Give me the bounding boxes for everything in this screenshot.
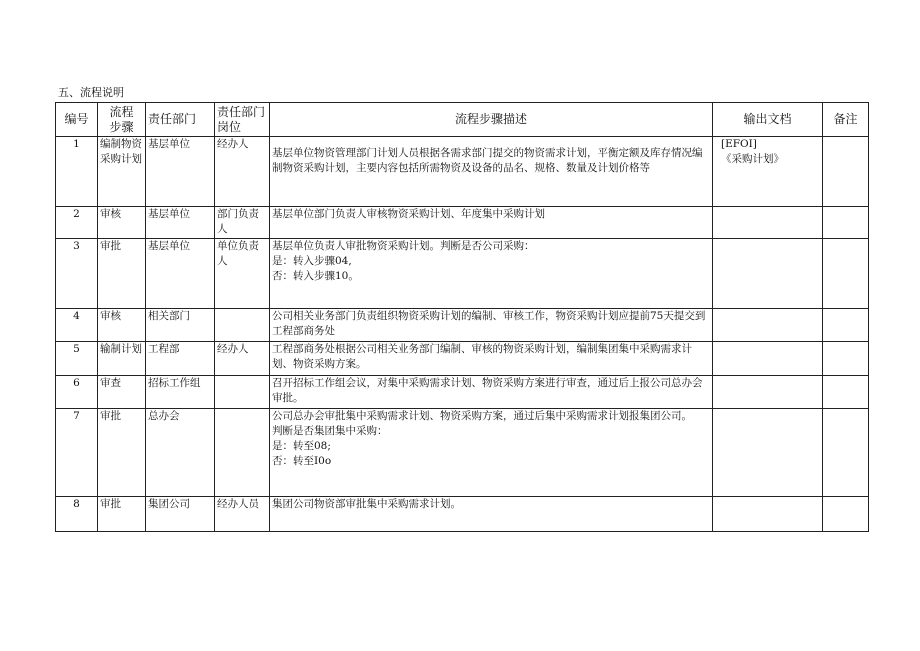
row-post: 经办人 xyxy=(215,342,270,376)
row-output xyxy=(713,239,823,309)
row-desc: 召开招标工作组会议，对集中采购需求计划、物资采购方案进行审查，通过后上报公司总办会审批。 xyxy=(270,376,713,409)
row-desc: 基层单位部门负责人审核物资采购计划、年度集中采购计划 xyxy=(270,207,713,239)
row-desc: 基层单位负责人审批物资采购计划。判断是否公司采购： 是：转入步骤04, 否：转入步骤10。 xyxy=(270,239,713,309)
row-desc: 公司总办会审批集中采购需求计划、物资采购方案，通过后集中采购需求计划报集团公司。 判断是否集团集中采购： 是：转至08; 否：转至I0o xyxy=(270,409,713,497)
row-no: 1 xyxy=(56,137,98,207)
row-desc: 基层单位物资管理部门计划人员根据各需求部门提交的物资需求计划，平衡定额及库存情况编制物资采购计划，主要内容包括所需物资及设备的品名、规格、数量及计划价格等 xyxy=(270,137,713,207)
row-no: 3 xyxy=(56,239,98,309)
row-desc: 集团公司物资部审批集中采购需求计划。 xyxy=(270,497,713,532)
row-dept: 集团公司 xyxy=(146,497,215,532)
header-step: 流程 步骤 xyxy=(98,103,146,137)
row-no: 6 xyxy=(56,376,98,409)
row-post xyxy=(215,309,270,342)
row-post: 单位负责人 xyxy=(215,239,270,309)
row-output xyxy=(713,309,823,342)
row-desc: 工程部商务处根据公司相关业务部门编制、审核的物资采购计划，编制集团集中采购需求计划、物资采购方案。 xyxy=(270,342,713,376)
row-output xyxy=(713,376,823,409)
row-remark xyxy=(823,376,869,409)
row-post xyxy=(215,409,270,497)
process-table xyxy=(55,102,869,532)
row-step: 审批 xyxy=(98,497,146,532)
table-row xyxy=(56,239,869,309)
row-remark xyxy=(823,497,869,532)
header-remark: 备注 xyxy=(823,103,869,137)
row-step: 输制计划 xyxy=(98,342,146,376)
row-dept: 相关部门 xyxy=(146,309,215,342)
header-no: 编号 xyxy=(56,103,98,137)
row-dept: 总办会 xyxy=(146,409,215,497)
row-step: 审核 xyxy=(98,207,146,239)
row-output xyxy=(713,409,823,497)
row-no: 8 xyxy=(56,497,98,532)
row-post xyxy=(215,376,270,409)
row-output: [EFOI] 《采购计划》 xyxy=(713,137,823,207)
row-no: 2 xyxy=(56,207,98,239)
row-dept: 工程部 xyxy=(146,342,215,376)
row-remark xyxy=(823,342,869,376)
row-dept: 招标工作组 xyxy=(146,376,215,409)
row-step: 审查 xyxy=(98,376,146,409)
row-remark xyxy=(823,309,869,342)
row-step: 审核 xyxy=(98,309,146,342)
row-step: 审批 xyxy=(98,239,146,309)
row-no: 4 xyxy=(56,309,98,342)
section-title: 五、流程说明 xyxy=(58,86,124,99)
table-row xyxy=(56,309,869,342)
row-output xyxy=(713,497,823,532)
row-dept: 基层单位 xyxy=(146,239,215,309)
row-dept: 基层单位 xyxy=(146,207,215,239)
row-no: 5 xyxy=(56,342,98,376)
table-row xyxy=(56,207,869,239)
row-step: 编制物资采购计划 xyxy=(98,137,146,207)
row-remark xyxy=(823,239,869,309)
header-desc: 流程步骤描述 xyxy=(270,103,713,137)
row-desc: 公司相关业务部门负责组织物资采购计划的编制、审核工作，物资采购计划应提前75天提交到工程部商务处 xyxy=(270,309,713,342)
row-dept: 基层单位 xyxy=(146,137,215,207)
row-no: 7 xyxy=(56,409,98,497)
row-remark xyxy=(823,137,869,207)
header-post: 责任部门 岗位 xyxy=(215,103,270,137)
table-row xyxy=(56,342,869,376)
table-row xyxy=(56,409,869,497)
header-row xyxy=(56,103,869,137)
row-post: 经办人员 xyxy=(215,497,270,532)
row-output xyxy=(713,207,823,239)
header-dept: 责任部门 xyxy=(146,103,215,137)
table-row xyxy=(56,137,869,207)
table-row xyxy=(56,497,869,532)
header-output: 输出文档 xyxy=(713,103,823,137)
table-row xyxy=(56,376,869,409)
row-post: 经办人 xyxy=(215,137,270,207)
row-step: 审批 xyxy=(98,409,146,497)
row-post: 部门负责人 xyxy=(215,207,270,239)
row-remark xyxy=(823,409,869,497)
row-output xyxy=(713,342,823,376)
row-remark xyxy=(823,207,869,239)
